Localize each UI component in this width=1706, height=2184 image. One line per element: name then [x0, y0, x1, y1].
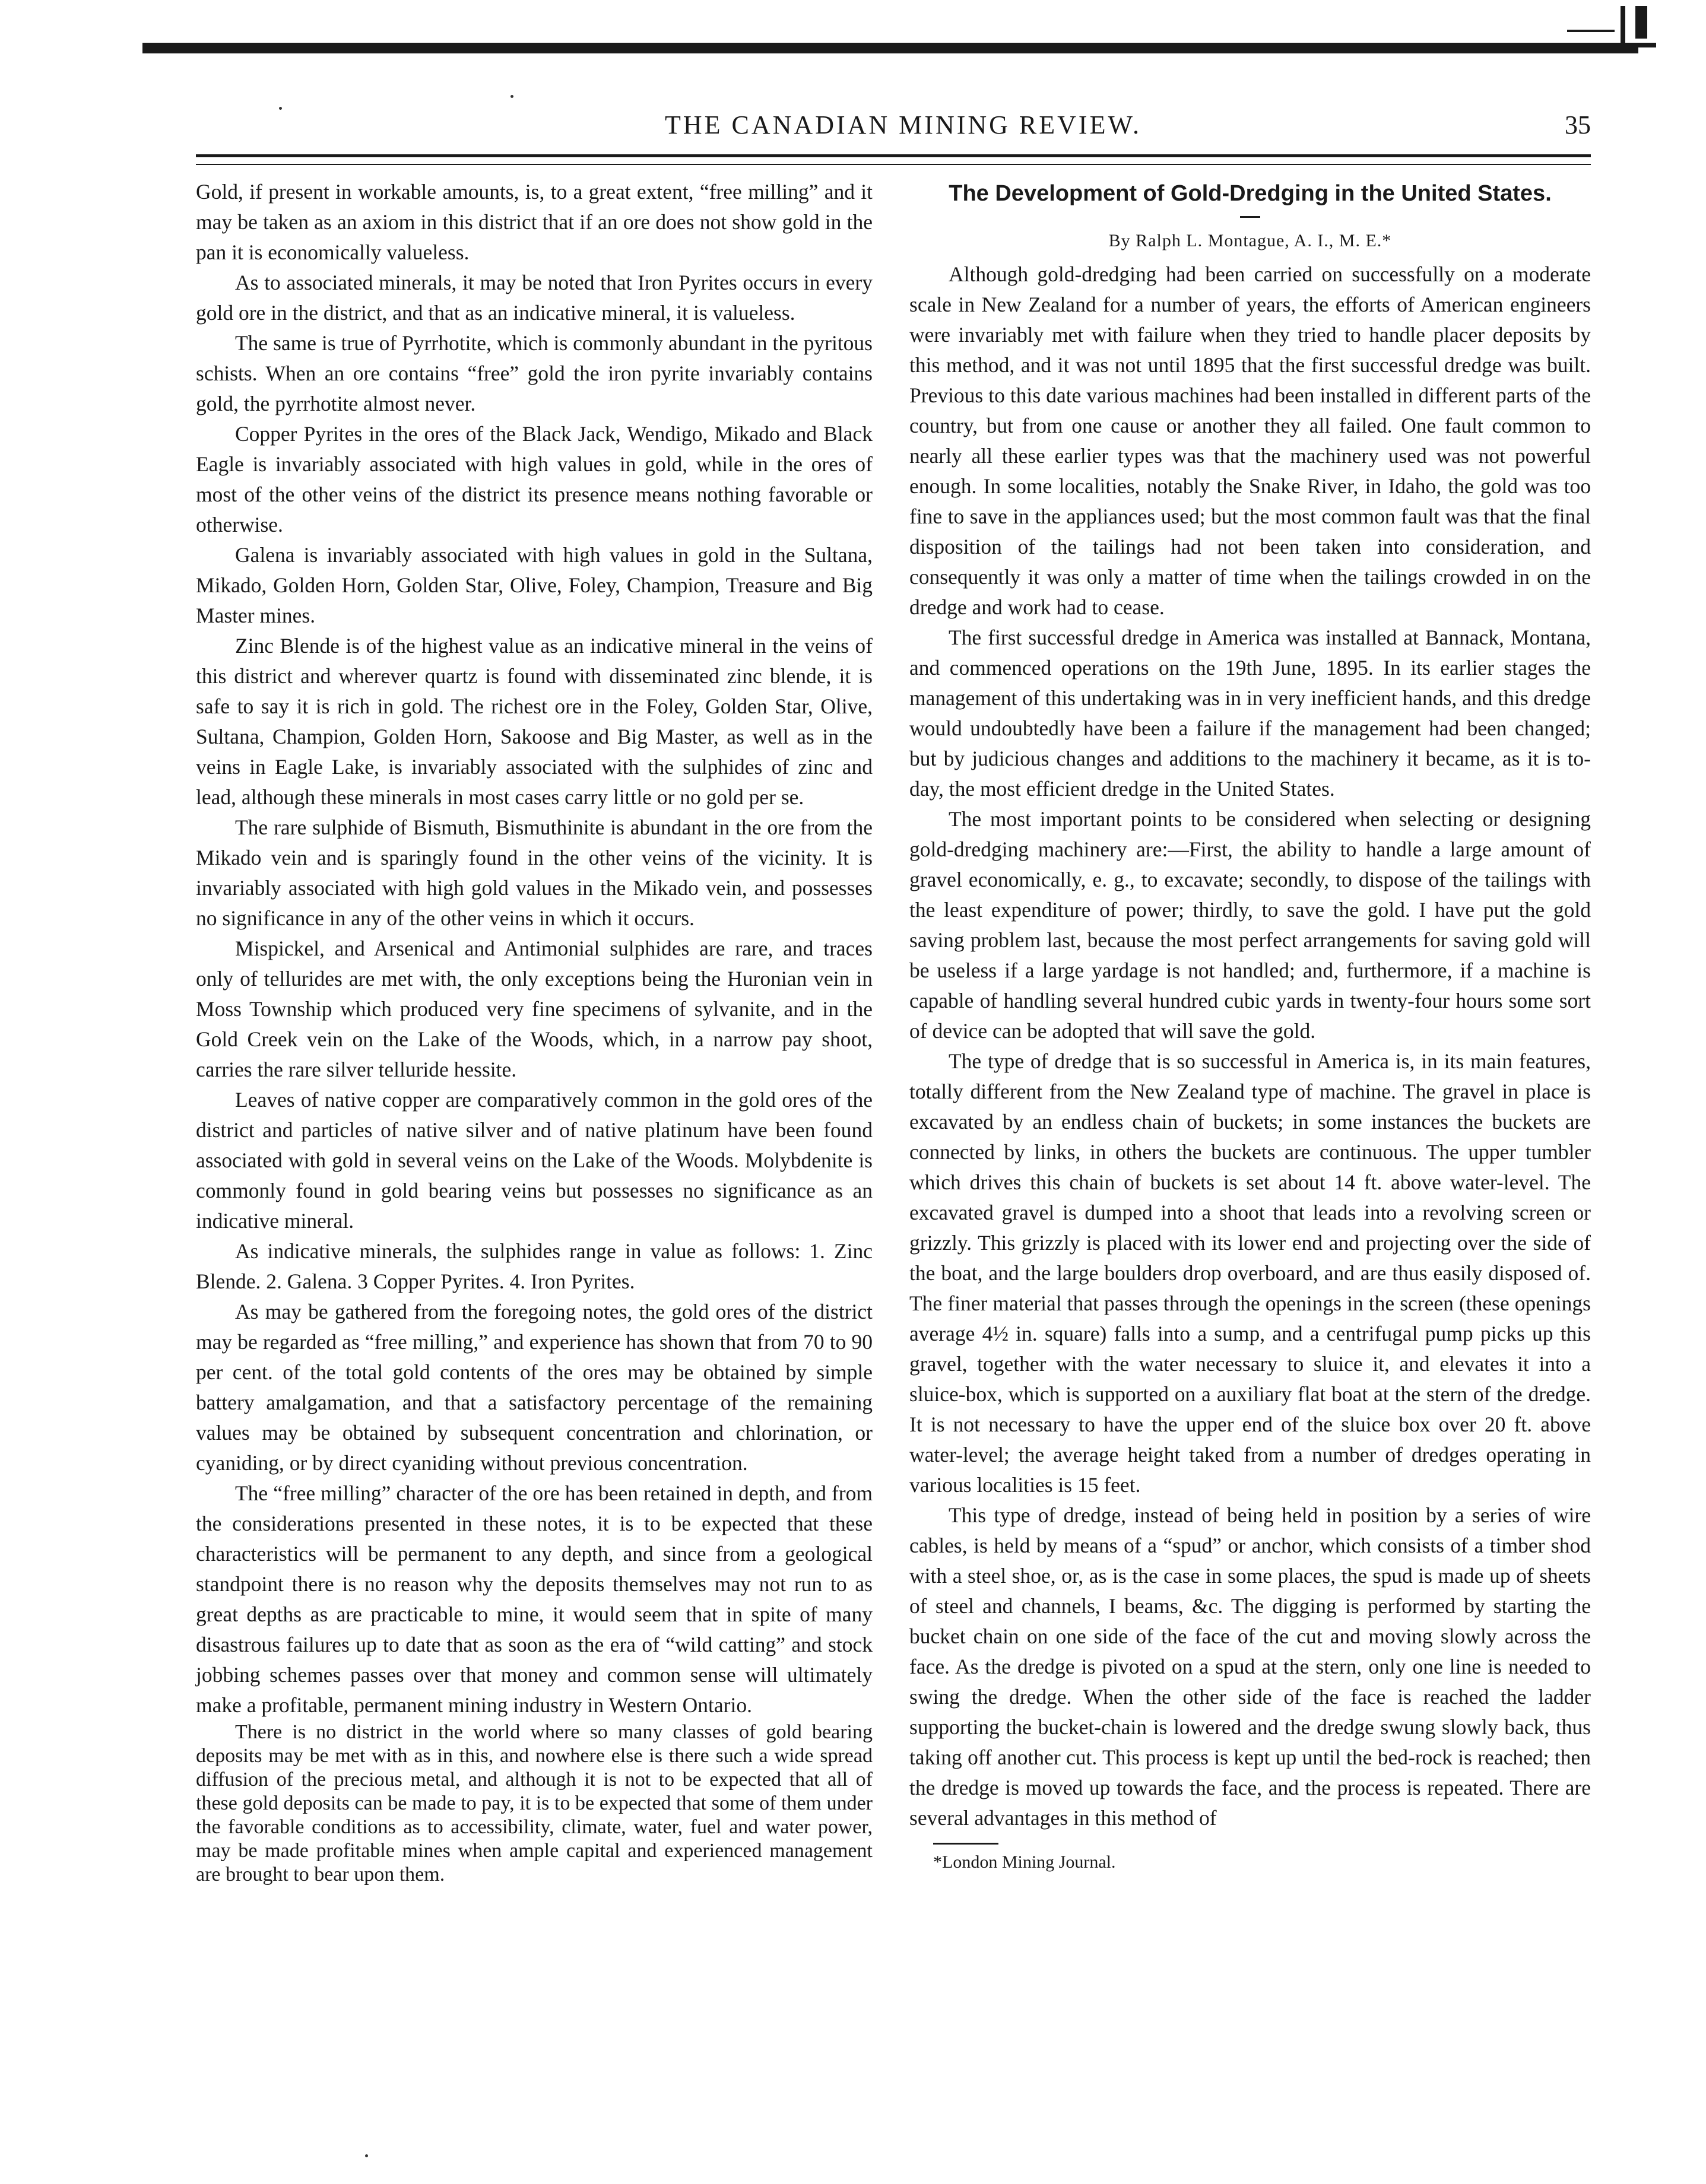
header-rule: [196, 154, 1591, 157]
page-number: 35: [1565, 110, 1591, 139]
print-speck: [510, 95, 513, 98]
title-divider: [1240, 216, 1260, 218]
footnote-rule: [933, 1843, 998, 1845]
paragraph: The most important points to be considered when selecting or designing gold-dredging machinery are:—First, the ability to handle a large amount of gravel economically, e. g., to excavate; secondly, to dispose of the tailings with the least expenditure of power; thirdly, to save the gold. I have put the gold saving problem last, because the most perfect arrangements for saving gold will be useless if a large yardage is not handled; and, furthermore, if a machine is capable of handling several hundred cubic yards in twenty-four hours some sort of device can be adopted that will save the gold.: [909, 807, 1591, 1043]
paragraph: As to associated minerals, it may be noted that Iron Pyrites occurs in every gold ore in the district, and that as an indicative mineral, it is valueless.: [196, 271, 873, 325]
journal-title: THE CANADIAN MINING REVIEW.: [665, 110, 1141, 139]
paragraph: The same is true of Pyrrhotite, which is commonly abundant in the pyritous schists. When an ore contains “free” gold the iron pyrite invariably contains gold, the pyrrhotite almost never.: [196, 331, 873, 415]
paragraph: Copper Pyrites in the ores of the Black Jack, Wendigo, Mikado and Black Eagle is invariably associated with high values in gold, while in the ores of most of the other veins of the district its presence means nothing favorable or otherwise.: [196, 422, 873, 537]
top-border-rule: [142, 43, 1638, 53]
header-rule-thin: [196, 164, 1591, 165]
paragraph: The type of dredge that is so successful in America is, in its main features, totally different from the New Zealand type of machine. The gravel in place is excavated by an endless chain of buckets; in some instances the buckets are connected by links, in others the buckets are continuous. The upper tumbler which drives this chain of buckets is set about 14 ft. above water-level. The excavated gravel is dumped into a shoot that leads into a revolving screen or grizzly. This grizzly is placed with its lower end and projecting over the side of the boat, and the large boulders drop overboard, and are thus easily disposed of. The finer material that passes through the openings in the screen (these openings average 4½ in. square) falls into a sump, and a centrifugal pump picks up this gravel, together with the water necessary to sluice it, and elevates it into a sluice-box, which is supported on a auxiliary flat boat at the stern of the dredge. It is not necessary to have the upper end of the sluice box over 20 ft. above water-level; the average height taked from a number of dredges operating in various localities is 15 feet.: [909, 1049, 1591, 1497]
right-column: [909, 177, 1591, 1875]
paragraph: The “free milling” character of the ore has been retained in depth, and from the considerations presented in these notes, it is to be expected that these characteristics will be permanent to any depth, and since from a geological standpoint there is no reason why the deposits themselves may not run to as great depths as are practicable to mine, it would seem that in spite of many disastrous failures up to date that as soon as the era of “wild catting” and stock jobbing schemes passes over that money and common sense will ultimately make a profitable, permanent mining industry in Western Ontario.: [196, 1481, 873, 1717]
paragraph: Galena is invariably associated with high values in gold in the Sultana, Mikado, Golden Horn, Golden Star, Olive, Foley, Champion, Treasure and Big Master mines.: [196, 543, 873, 627]
paragraph: As indicative minerals, the sulphides range in value as follows: 1. Zinc Blende. 2. Galena. 3 Copper Pyrites. 4. Iron Pyrites.: [196, 1239, 873, 1293]
article-title: The Development of Gold-Dredging in the United States.: [949, 181, 1552, 206]
paragraph: Zinc Blende is of the highest value as an indicative mineral in the veins of this district and wherever quartz is found with disseminated zinc blende, it is safe to say it is rich in gold. The richest ore in the Foley, Golden Star, Olive, Sultana, Champion, Golden Horn, Sakoose and Big Master, as well as in the veins in Eagle Lake, is invariably associated with the sulphides of zinc and lead, although these minerals in most cases carry little or no gold per se.: [196, 634, 873, 809]
running-header: [196, 107, 1591, 148]
print-speck: [279, 107, 282, 110]
paragraph: Mispickel, and Arsenical and Antimonial sulphides are rare, and traces only of tellurides are met with, the only exceptions being the Huronian vein in Moss Township which produced very fine specimens of sylvanite, and in the Gold Creek vein on the Lake of the Woods, which, in a narrow pay shoot, carries the rare silver telluride hessite.: [196, 937, 873, 1081]
paragraph: The rare sulphide of Bismuth, Bismuthinite is abundant in the ore from the Mikado vein and is sparingly found in the other veins of the vicinity. It is invariably associated with high gold values in the Mikado vein, and possesses no significance in any of the other veins in which it occurs.: [196, 815, 873, 930]
paragraph: As may be gathered from the foregoing notes, the gold ores of the district may be regarded as “free milling,” and experience has shown that from 70 to 90 per cent. of the total gold contents of the ores may be obtained by simple battery amalgamation, and that a satisfactory percentage of the remaining values may be obtained by subsequent concentration and chlorination, or cyaniding, or by direct cyaniding without previous concentration.: [196, 1300, 873, 1475]
paragraph: This type of dredge, instead of being held in position by a series of wire cables, is held by means of a “spud” or anchor, which consists of a timber shod with a steel shoe, or, as is the case in some places, the spud is made up of sheets of steel and channels, I beams, &c. The digging is performed by starting the bucket chain on one side of the face of the cut and moving slowly across the face. As the dredge is pivoted on a spud at the stern, only one line is needed to swing the dredge. When the other side of the face is reached the ladder supporting the bucket-chain is lowered and the dredge swung slowly back, thus taking off another cut. This process is kept up until the bed-rock is reached; then the dredge is moved up towards the face, and the process is repeated. There are several advantages in this method of: [909, 1503, 1591, 1830]
paragraph: Leaves of native copper are comparatively common in the gold ores of the district and particles of native silver and of native platinum have been found associated with gold in several veins on the Lake of the Woods. Molybdenite is commonly found in gold bearing veins but possesses no significance as an indicative mineral.: [196, 1088, 873, 1233]
left-column: [196, 177, 873, 1887]
print-speck: [365, 2154, 368, 2157]
paragraph: Gold, if present in workable amounts, is, to a great extent, “free milling” and it may be taken as an axiom in this district that if an ore does not show gold in the pan it is economically valueless.: [196, 180, 873, 264]
paragraph: Although gold-dredging had been carried on successfully on a moderate scale in New Zealand for a number of years, the efforts of American engineers were invariably met with failure when they tried to handle placer deposits by this method, and it was not until 1895 that the first successful dredge was built. Previous to this date various machines had been installed in different parts of the country, but from one cause or another they all failed. One fault common to nearly all these earlier types was that the machinery used was not powerful enough. In some localities, notably the Snake River, in Idaho, the gold was too fine to save in the appliances used; but the most common fault was that the final disposition of the tailings had not been taken into consideration, and consequently it was only a matter of time when the tailings crowded in on the dredge and work had to cease.: [909, 262, 1591, 619]
byline: By Ralph L. Montague, A. I., M. E.*: [1108, 231, 1392, 250]
footnote: *London Mining Journal.: [933, 1852, 1116, 1872]
top-edge-ink-marks: [1484, 6, 1656, 47]
paragraph: The first successful dredge in America was installed at Bannack, Montana, and commenced operations on the 19th June, 1895. In its earlier stages the management of this undertaking was in in very inefficient hands, and this dredge would undoubtedly have been a failure if the management had been changed; but by judicious changes and additions to the machinery it became, as it is to-day, the most efficient dredge in the United States.: [909, 626, 1591, 801]
paragraph: There is no district in the world where so many classes of gold bearing deposits may be met with as in this, and nowhere else is there such a wide spread diffusion of the precious metal, and although it is not to be expected that all of these gold deposits can be made to pay, it is to be expected that some of them under the favorable conditions as to accessibility, climate, water, fuel and water power, may be made profitable mines when ample capital and experienced management are brought to bear upon them.: [196, 1721, 873, 1885]
